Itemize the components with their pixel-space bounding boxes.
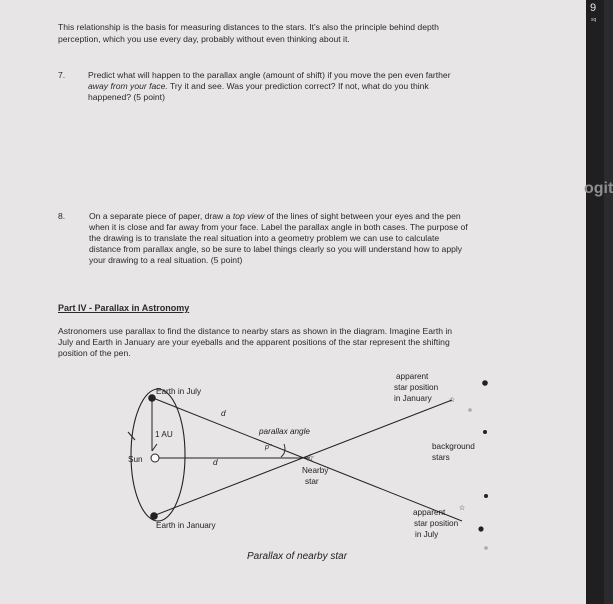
intro-line-1: This relationship is the basis for measuring distances to the stars. It's also the principle behind depth xyxy=(58,22,439,32)
intro-line-2: perception, which you use every day, probably without even thinking about it. xyxy=(58,34,350,44)
diagram-caption: Parallax of nearby star xyxy=(247,551,348,562)
background-star-dot xyxy=(483,430,487,434)
earth-july-dot xyxy=(148,394,156,402)
question-7-line-2-rest: Try it and see. Was your prediction correct? If not, what do you think xyxy=(167,81,429,91)
question-8-line-2: when it is close and far away from your face. Label the parallax angle in both cases. The purpose of xyxy=(89,222,468,232)
apparent-january-line-3: in January xyxy=(394,394,432,403)
question-8-line-4: distance from parallax angle, so be sure to label things clearly so you will understand how to apply xyxy=(89,244,463,254)
apparent-july-line-2: star position xyxy=(414,519,459,528)
nearby-label: Nearby xyxy=(302,466,329,475)
au-label: 1 AU xyxy=(155,430,173,439)
question-8-italic: top view xyxy=(232,211,265,221)
sun-label: Sun xyxy=(128,455,143,464)
earth-january-dot xyxy=(150,512,158,520)
distance-label-top: d xyxy=(221,409,226,418)
parallax-symbol: p" xyxy=(265,444,272,451)
background-star-dot xyxy=(484,546,488,550)
question-8-line-3: the drawing is to translate the real situation into a geometry problem we can use to calculate xyxy=(89,233,440,243)
july-star-icon: ☆ xyxy=(458,504,466,512)
edge-page-number: 9 xyxy=(590,2,597,14)
star-label: star xyxy=(305,477,319,486)
earth-january-label: Earth in January xyxy=(156,521,216,530)
question-8-number: 8. xyxy=(58,211,66,221)
background-star-dot xyxy=(484,494,488,498)
apparent-july-line-1: apparent xyxy=(413,508,446,517)
question-7-number: 7. xyxy=(58,70,66,80)
parallax-angle-label: parallax angle xyxy=(259,427,310,436)
apparent-july-line-3: in July xyxy=(415,530,439,539)
background-label-2: stars xyxy=(432,453,450,462)
background-star-dot xyxy=(468,408,472,412)
part-4-line-3: position of the pen. xyxy=(58,348,131,358)
part-4-line-2: July and Earth in January are your eyeballs and the apparent positions of the star represent the shifting xyxy=(58,337,450,347)
distance-label-bottom: d xyxy=(213,458,218,467)
background-label-1: background xyxy=(432,442,475,451)
question-8-line-1-b: of the lines of sight between your eyes and the pen xyxy=(264,211,461,221)
edge-subtext: sq xyxy=(591,17,597,23)
part-4-heading: Part IV - Parallax in Astronomy xyxy=(58,303,190,313)
january-star-icon: ☆ xyxy=(448,396,456,404)
question-7-line-1: Predict what will happen to the parallax angle (amount of shift) if you move the pen even farther xyxy=(88,70,451,80)
earth-july-label: Earth in July xyxy=(156,387,202,396)
next-page-edge xyxy=(586,0,604,604)
background-star-dot xyxy=(478,526,483,531)
apparent-january-line-1: apparent xyxy=(396,372,429,381)
question-7-italic: away from your face. xyxy=(88,81,168,91)
au-arrow xyxy=(152,444,157,451)
apparent-january-line-2: star position xyxy=(394,383,439,392)
question-8-line-1-a: On a separate piece of paper, draw a xyxy=(89,211,233,221)
question-7-line-3: happened? (5 point) xyxy=(88,92,165,102)
part-4-line-1: Astronomers use parallax to find the distance to nearby stars as shown in the diagram. Imagine Earth in xyxy=(58,326,453,336)
nearby-star-icon: ☆ xyxy=(305,453,315,464)
edge-logo-text: ogit xyxy=(584,180,613,197)
question-8-line-5: your drawing to a real situation. (5 point) xyxy=(89,255,243,265)
background-star-dot xyxy=(482,380,488,386)
sun-circle xyxy=(151,454,159,462)
